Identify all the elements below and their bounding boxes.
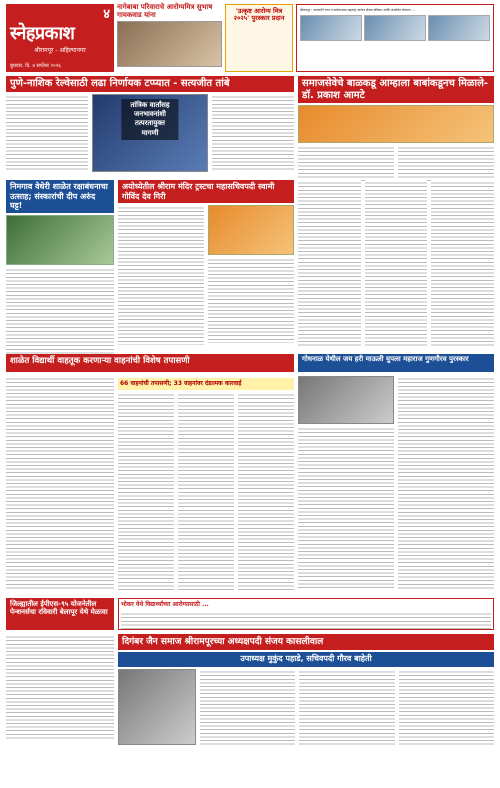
story8-text: [121, 611, 491, 629]
story2: [298, 76, 494, 176]
story3-photo: [6, 215, 114, 265]
story5-photo: [298, 376, 394, 424]
story7-headline: जिल्ह्यातील ईपीएस-९५ योजनेतील पेन्शनर्सचा रविवारी बेलापूर येथे मेळावा: [6, 598, 114, 630]
right-photo-2: [364, 15, 426, 41]
story1-text-a: [6, 94, 88, 172]
row-top: [6, 76, 494, 176]
story2-cont-b: [365, 180, 428, 346]
story5-text-a: [298, 426, 394, 590]
story2-cont-a: [298, 180, 361, 346]
story3-cont: [6, 376, 114, 594]
row-school-head: [6, 354, 494, 372]
dateline: बुधवार, दि. ४ सप्टेंबर २०२६: [10, 63, 61, 70]
row-middle: [6, 180, 494, 350]
paper-city: श्रीरामपूर - अहिल्यानगर: [34, 47, 86, 55]
feature-photo: [117, 21, 222, 67]
story6-text-a: [118, 392, 174, 592]
story1-photo-caption: तांत्रिक वार्तांसह जनभावनांशी तत्परतायुक्त मागणी: [121, 99, 178, 141]
story1-photo: [92, 94, 208, 172]
feature-headline: नागेबाबा परिवाराचे आरोग्यमित्र सुभाष गायकवाड यांना: [117, 3, 213, 19]
story6: [118, 376, 294, 594]
award-box: [225, 4, 293, 72]
story4-headline: अयोध्येतील श्रीराम मंदिर ट्रस्टचा महासचिवपदी स्वामी गोविंद देव गिरी: [118, 180, 294, 203]
right-photo-1: [300, 15, 362, 41]
story4-text-a: [118, 205, 204, 345]
story9-subline: उपाध्यक्ष मुकुंद पहाडे, सचिवपदी गौरव बाहेती: [118, 652, 494, 667]
story4-text-b: [208, 257, 294, 343]
story3: [6, 180, 114, 350]
story9-text-c: [399, 669, 494, 745]
story2-continued: [298, 180, 494, 350]
masthead-right-story: [296, 4, 494, 72]
story5-headline: गोधनाळ येथील जय हरी माऊली युपला महाराज गुणगौरव पुरस्कार: [298, 354, 494, 372]
masthead-logo-block: [6, 4, 114, 72]
story4-photo: [208, 205, 294, 255]
story5-text-b: [398, 376, 494, 590]
story5: [298, 376, 494, 594]
right-blurb: श्रीरामपूर : ततपरतेने रुग्ण व कर्मचाऱ्यास महाराष्ट्र आरोग्य सेवक प्रतिष्ठान आणि जनसेवेत योगदान ...: [300, 8, 415, 12]
story6-text-c: [238, 392, 294, 592]
right-photos: [300, 15, 490, 41]
story9: [118, 634, 494, 744]
story2-text-a: [298, 145, 394, 181]
paper-name: स्नेहप्रकाश: [10, 23, 75, 44]
row-lower: [6, 376, 494, 594]
story2-text-b: [398, 145, 494, 181]
story1-headline: पुणे-नाशिक रेल्वेसाठी लढा निर्णायक टप्प्यात - सत्यजीत तांबे: [6, 76, 294, 92]
story6-headline: शाळेत विद्यार्थी वाहतूक करणाऱ्या वाहनांची विशेष तपासणी: [6, 354, 294, 372]
row-bottom: [6, 634, 494, 744]
row-bottom-head: [6, 598, 494, 630]
story8: [118, 598, 494, 630]
story7-text: [6, 634, 114, 740]
story9-photo: [118, 669, 196, 745]
story6-text-b: [178, 392, 234, 592]
story9-headline: दिगंबर जैन समाज श्रीरामपूरच्या अध्यक्षपदी संजय कासलीवाल: [118, 634, 494, 650]
masthead: [6, 4, 494, 72]
story3-cont-text: [6, 376, 114, 590]
story9-text-a: [200, 669, 295, 745]
story1-text-b: [212, 94, 294, 172]
story2-photo: [298, 105, 494, 143]
story3-text: [6, 267, 114, 367]
story7: [6, 634, 114, 744]
story9-text-b: [299, 669, 394, 745]
story-rail: [6, 76, 294, 176]
right-photo-3: [428, 15, 490, 41]
award-text: 'उत्कृष्ट आरोग्य मित्र २०२५' पुरस्कार प्रदान: [233, 7, 285, 23]
story6-subline: 66 वाहनांची तपासणी; 33 वाहनांवर दंडात्मक कारवाई: [118, 378, 294, 390]
story4: [118, 180, 294, 350]
masthead-feature: [117, 4, 222, 72]
story3-headline: निमगाव वेधेरी शाळेत रक्षाबंधनाचा उत्साह; संस्कारांची दीप अरुंद घट्ट!: [6, 180, 114, 213]
story2-cont-c: [431, 180, 494, 346]
story8-headline: भोकर येथे विद्यार्थ्यांच्या आरोग्यासाठी ...: [121, 601, 209, 608]
issue-number: ४: [103, 7, 110, 22]
story2-headline: समाजसेवेचे बाळकडू आम्हाला बाबांकडूनच मिळाले- डॉ. प्रकाश आमटे: [298, 76, 494, 103]
